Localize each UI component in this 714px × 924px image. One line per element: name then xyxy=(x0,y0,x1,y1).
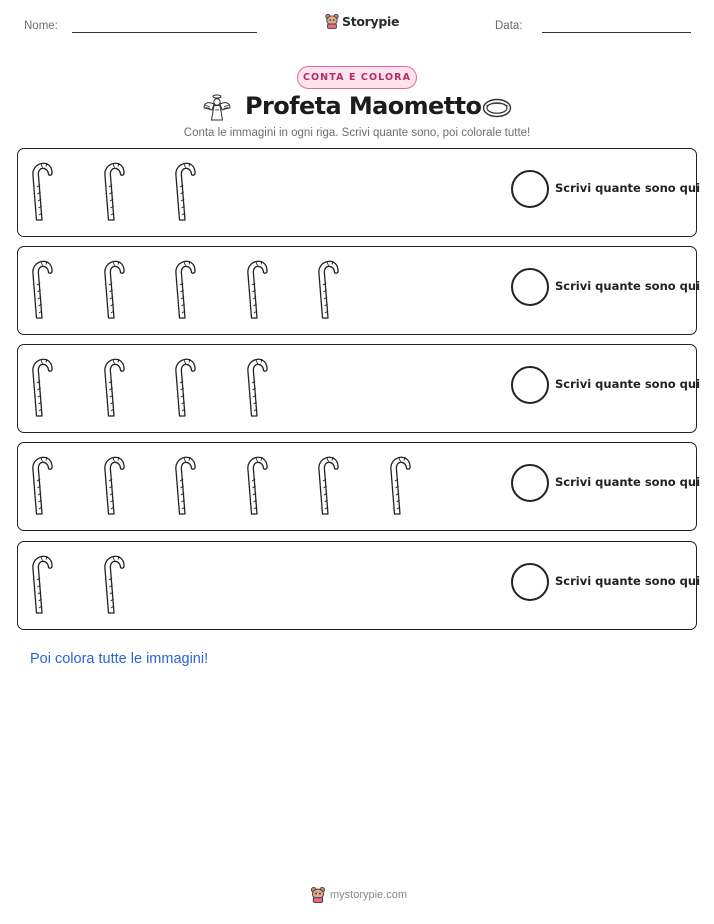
brand-name: Storypie xyxy=(342,13,400,29)
count-row xyxy=(17,148,701,237)
date-label: Data: xyxy=(495,20,523,32)
answer-circle[interactable] xyxy=(511,268,549,306)
angel-icon xyxy=(202,93,232,123)
candy-cane-icon xyxy=(244,452,270,521)
answer-circle[interactable] xyxy=(511,563,549,601)
candy-cane-icon xyxy=(387,452,413,521)
activity-badge: CONTA E COLORA xyxy=(297,66,417,89)
ring-icon xyxy=(482,97,512,119)
answer-label: Scrivi quante sono qui xyxy=(555,279,701,293)
candy-cane-icon xyxy=(101,354,127,423)
color-instruction: Poi colora tutte le immagini! xyxy=(30,651,209,667)
count-row xyxy=(17,541,701,630)
answer-label: Scrivi quante sono qui xyxy=(555,574,701,588)
candy-cane-icon xyxy=(315,256,341,325)
instructions: Conta le immagini in ogni riga. Scrivi quante sono, poi colorale tutte! xyxy=(183,127,531,139)
date-line xyxy=(542,32,691,33)
title-row xyxy=(0,92,714,124)
candy-cane-icon xyxy=(29,452,55,521)
candy-cane-icon xyxy=(29,256,55,325)
answer-label: Scrivi quante sono qui xyxy=(555,475,701,489)
bear-logo-icon xyxy=(310,886,326,903)
candy-cane-icon xyxy=(29,354,55,423)
candy-cane-icon xyxy=(172,158,198,227)
name-label: Nome: xyxy=(24,20,58,32)
page-title: Profeta Maometto xyxy=(245,92,482,120)
answer-circle[interactable] xyxy=(511,464,549,502)
count-row xyxy=(17,246,701,335)
site-url: mystorypie.com xyxy=(330,888,408,901)
candy-cane-icon xyxy=(172,452,198,521)
candy-cane-icon xyxy=(315,452,341,521)
candy-cane-icon xyxy=(29,158,55,227)
candy-cane-icon xyxy=(101,452,127,521)
name-line xyxy=(72,32,257,33)
candy-cane-icon xyxy=(101,256,127,325)
bear-logo-icon xyxy=(325,13,339,29)
candy-cane-icon xyxy=(244,354,270,423)
candy-cane-icon xyxy=(172,354,198,423)
count-row xyxy=(17,344,701,433)
count-row xyxy=(17,442,701,531)
candy-cane-icon xyxy=(172,256,198,325)
candy-cane-icon xyxy=(101,551,127,620)
brand-logo xyxy=(325,13,399,29)
candy-cane-icon xyxy=(29,551,55,620)
footer-site xyxy=(310,886,407,903)
answer-circle[interactable] xyxy=(511,170,549,208)
answer-circle[interactable] xyxy=(511,366,549,404)
answer-label: Scrivi quante sono qui xyxy=(555,377,701,391)
answer-label: Scrivi quante sono qui xyxy=(555,181,701,195)
candy-cane-icon xyxy=(244,256,270,325)
candy-cane-icon xyxy=(101,158,127,227)
